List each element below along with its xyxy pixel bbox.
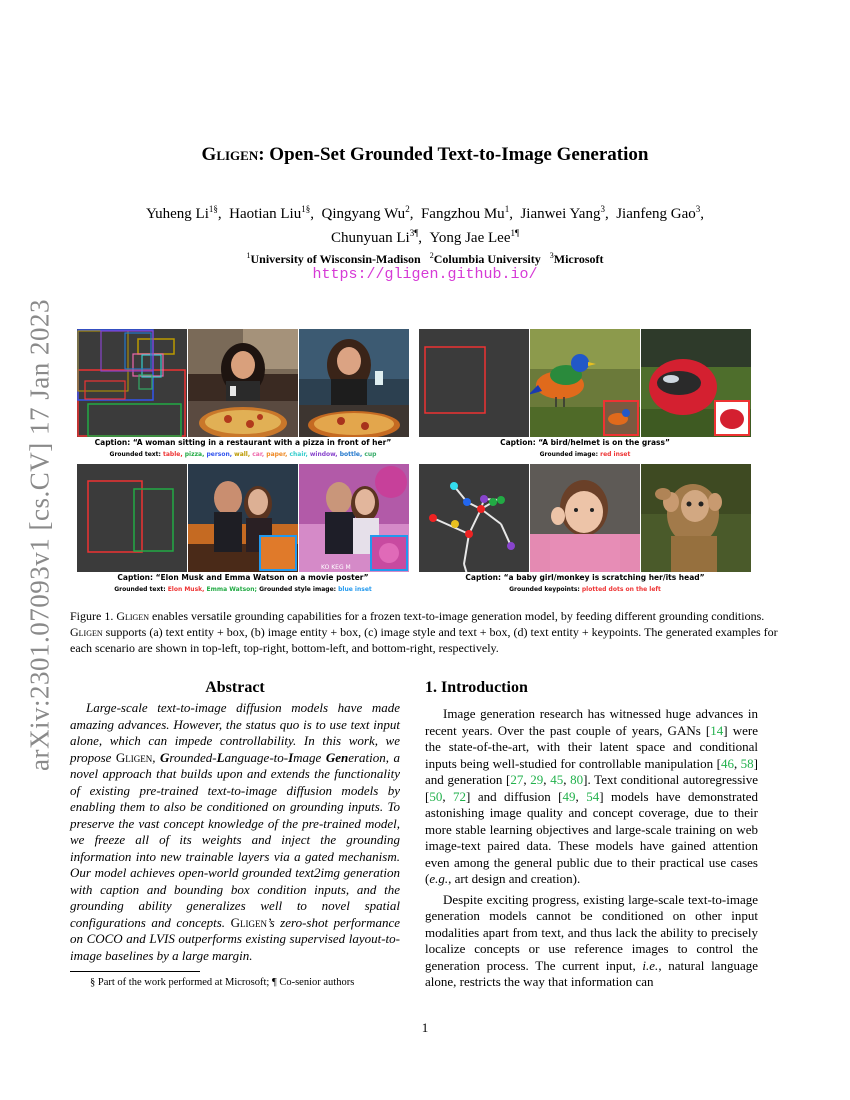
panel-d-caption: Caption: “a baby girl/monkey is scratching her/its head” (465, 573, 705, 582)
grounded-entity: wall, (234, 451, 251, 458)
citation[interactable]: 46 (720, 755, 734, 771)
grounded-entity: cup (364, 451, 377, 458)
panel-c-label: Grounded text: (114, 586, 166, 593)
author-affiliation-mark: 1 (504, 204, 510, 214)
panel-a-caption: Caption: “A woman sitting in a restaurant with a pizza in front of her” (94, 438, 392, 447)
abstract-text-1: Large-scale text-to-image diffusion models have made amazing advances. However, the status quo is to use text input alone, which can impede controllability. In this work, we propose (70, 700, 400, 765)
author-line-2: Chunyuan $Li^{3\P}$, Yong Jae Lee$^{1\P}$ (330, 228, 520, 246)
citation[interactable]: 50 (429, 788, 443, 804)
page-number: 1 (421, 1020, 429, 1035)
citation[interactable]: 72 (453, 788, 467, 804)
abstract-text-3: eration, a novel approach that builds upon and extends the functionality of existing pre-trained text-to-image diffusion models by enabling them to also be conditioned on grounding inputs. To preserve the vast concept knowledge of the pre-trained model, we freeze all of its weights and inject the grounding information into new trainable layers via a gated mechanism. Our model achieves open-world grounded text2img generation with caption and bounding box condition inputs, and the grounding ability generalizes well to novel spatial configurations and concepts. (70, 749, 400, 930)
author-affiliation-mark: 3¶ (409, 228, 419, 238)
panel-d-monkey-image (641, 464, 751, 572)
figure-gligen-1: Gligen (116, 609, 150, 623)
grounded-entity: paper, (266, 451, 288, 458)
author-name: Qingyang Wu (321, 206, 406, 222)
abstract-heading: Abstract (205, 679, 265, 696)
author-name: Fangzhou Mu (420, 206, 505, 222)
grounded-entity: table, (163, 451, 183, 458)
panel-c-grounded-text (77, 586, 409, 593)
figure-label: Figure 1. (70, 609, 114, 623)
author-name: Yuheng Li (145, 206, 209, 222)
citation[interactable]: 14 (710, 722, 724, 738)
panel-b-caption: Caption: “A bird/helmet is on the grass” (500, 438, 670, 447)
panel-d-label: Grounded keypoints: (509, 586, 580, 593)
panel-b-label: Grounded image: (539, 451, 599, 458)
author-name: Haotian Liu (229, 206, 302, 222)
affiliation-name: University of Wisconsin-Madison (250, 252, 421, 266)
abstract-comma: , (152, 749, 156, 765)
citation[interactable]: 54 (586, 788, 600, 804)
citation[interactable]: 45 (550, 772, 564, 787)
panel-b-helmet-image (641, 329, 751, 437)
panel-a-generated-image-1 (188, 329, 298, 437)
author-affiliation-mark: 2 (405, 204, 410, 214)
figure-caption-text-1: enables versatile grounding capabilities for a frozen text-to-image generation model, by feeding different grounding conditions. (152, 609, 765, 623)
abstract-text-4: ’s zero-shot performance on COCO and LVIS outperforms existing supervised layout-to-image baselines by a large margin. (70, 914, 400, 963)
panel-c-poster-image-1 (188, 464, 298, 572)
affiliation-name: Columbia University (433, 252, 541, 266)
grounded-entity: car, (252, 451, 265, 458)
citation[interactable]: 80 (570, 772, 584, 787)
panel-c-poster-image-2 (299, 464, 409, 572)
author-line-1: Yuheng $Li^{1\S}$, Haotian Liu$^{1\S}$, Qingyang Wu$^2$, Fangzhou Mu$^1$, Jianwei Yang$^3$, Jianfeng Gao$^3$, (145, 204, 705, 222)
abstract-gligen-1: Gligen (115, 749, 153, 765)
grounded-entity: pizza, (184, 451, 205, 458)
abstract-body (70, 700, 400, 964)
panel-d-girl-image (530, 464, 640, 572)
panel-b-layout-box (419, 329, 529, 437)
author-list (60, 200, 790, 248)
introduction-body (425, 706, 758, 991)
citation[interactable]: 29 (530, 772, 544, 787)
author-name: Chunyuan Li (330, 230, 410, 246)
panel-c-entity-2: Emma Watson; (206, 586, 257, 593)
affiliation-mark: 1 (246, 251, 251, 260)
title-rest: : Open-Set Grounded Text-to-Image Generation (258, 144, 649, 165)
panel-b-grounded-image (419, 451, 751, 458)
abstract-mage: mage (293, 749, 322, 765)
panel-a-label: Grounded text: (109, 451, 161, 458)
panel-c-layout-boxes (77, 464, 187, 572)
grounded-entity: window, (309, 451, 338, 458)
abstract-anguage: anguage-to- (224, 749, 289, 765)
panel-d-highlight: plotted dots on the left (581, 586, 661, 593)
author-name: Jianfeng Gao (616, 206, 696, 222)
affiliation-mark: 3 (549, 251, 554, 260)
figure-1-caption (70, 608, 785, 656)
panel-d-grounded-keypoints (419, 586, 751, 593)
author-name: Jianwei Yang (520, 206, 601, 222)
intro-paragraph-2: Despite exciting progress, existing large-scale text-to-image generation models cannot be conditioned on other input modalities apart from text, and thus lack the ability to precisely localize concepts or use reference images to control the generation process. The current input, i.e., natural language alone, restricts the way that information can (425, 891, 758, 989)
affiliations (0, 251, 850, 267)
citation[interactable]: 58 (740, 755, 754, 771)
arxiv-identifier: arXiv:2301.07093v1 [cs.CV] 17 Jan 2023 (24, 299, 55, 771)
author-affiliation-mark: 1¶ (510, 228, 520, 238)
citation[interactable]: 49 (562, 788, 576, 804)
affiliation-name: Microsoft (553, 252, 604, 266)
panel-c-entity-1: Elon Musk, (167, 586, 205, 593)
abstract-g: G (160, 749, 170, 765)
panel-d-keypoints (419, 464, 529, 572)
panel-a-layout-boxes (77, 329, 187, 437)
abstract-gligen-2: Gligen (230, 914, 267, 930)
abstract-rounded: rounded- (169, 749, 217, 765)
author-affiliation-mark: 1§ (301, 204, 311, 214)
project-url-link[interactable]: https://gligen.github.io/ (312, 266, 538, 283)
citation[interactable]: 27 (510, 772, 524, 787)
title-gligen: Gligen (201, 144, 259, 165)
poster-text: KO KEG M (321, 564, 351, 571)
panel-a-grounded-text (77, 451, 409, 458)
abstract-i: I (288, 749, 294, 765)
abstract-l: L (216, 749, 225, 765)
panel-b-bird-image (530, 329, 640, 437)
intro-paragraph-1: Image generation research has witnessed huge advances in recent years. Over the past couple of years, GANs [14] were the state-of-the-art, with their latent space and conditional inputs being well-studied for controllable manipulation [46, 58] and generation [27, 29, 45, 80]. Text conditional autoregressive [50, 72] and diffusion [49, 54] models have demonstrated astonishing image quality and concept coverage, due to their more stable learning objectives and large-scale training on web image-text paired data. These models have gained attention even among the general public due to their practical use cases (e.g., art design and creation). (425, 706, 759, 886)
grounded-entity: person, (206, 451, 233, 458)
author-affiliation-mark: 1§ (208, 204, 218, 214)
abstract-gen: Gen (325, 749, 349, 765)
panel-c-caption: Caption: “Elon Musk and Emma Watson on a movie poster” (117, 573, 369, 582)
panel-c-entity-3: blue inset (338, 586, 372, 593)
author-affiliation-mark: 3 (600, 204, 605, 214)
panel-a-generated-image-2 (299, 329, 409, 437)
grounded-entity: bottle, (339, 451, 363, 458)
author-affiliation-mark: 3 (695, 204, 701, 214)
author-name: Yong Jae Lee (429, 230, 511, 246)
arxiv-identifier-sidebar (24, 300, 56, 770)
affiliation-mark: 2 (429, 251, 434, 260)
panel-b-highlight: red inset (600, 451, 631, 458)
grounded-entity: chair, (289, 451, 308, 458)
footnote-rule (70, 971, 200, 972)
introduction-heading: 1. Introduction (425, 679, 528, 696)
figure-gligen-2: Gligen (70, 625, 103, 639)
paper-title (0, 144, 850, 166)
figure-caption-text-2: supports (a) text entity + box, (b) image entity + box, (c) image style and text + box, (d) text entity + keypoints. The generated examples for each scenario are shown in top-left, top-right, bottom-left, and bottom-right, respectively. (70, 625, 778, 655)
footnote: § Part of the work performed at Microsoft; ¶ Co-senior authors (90, 977, 355, 988)
panel-c-label-2: Grounded style image: (259, 586, 337, 593)
